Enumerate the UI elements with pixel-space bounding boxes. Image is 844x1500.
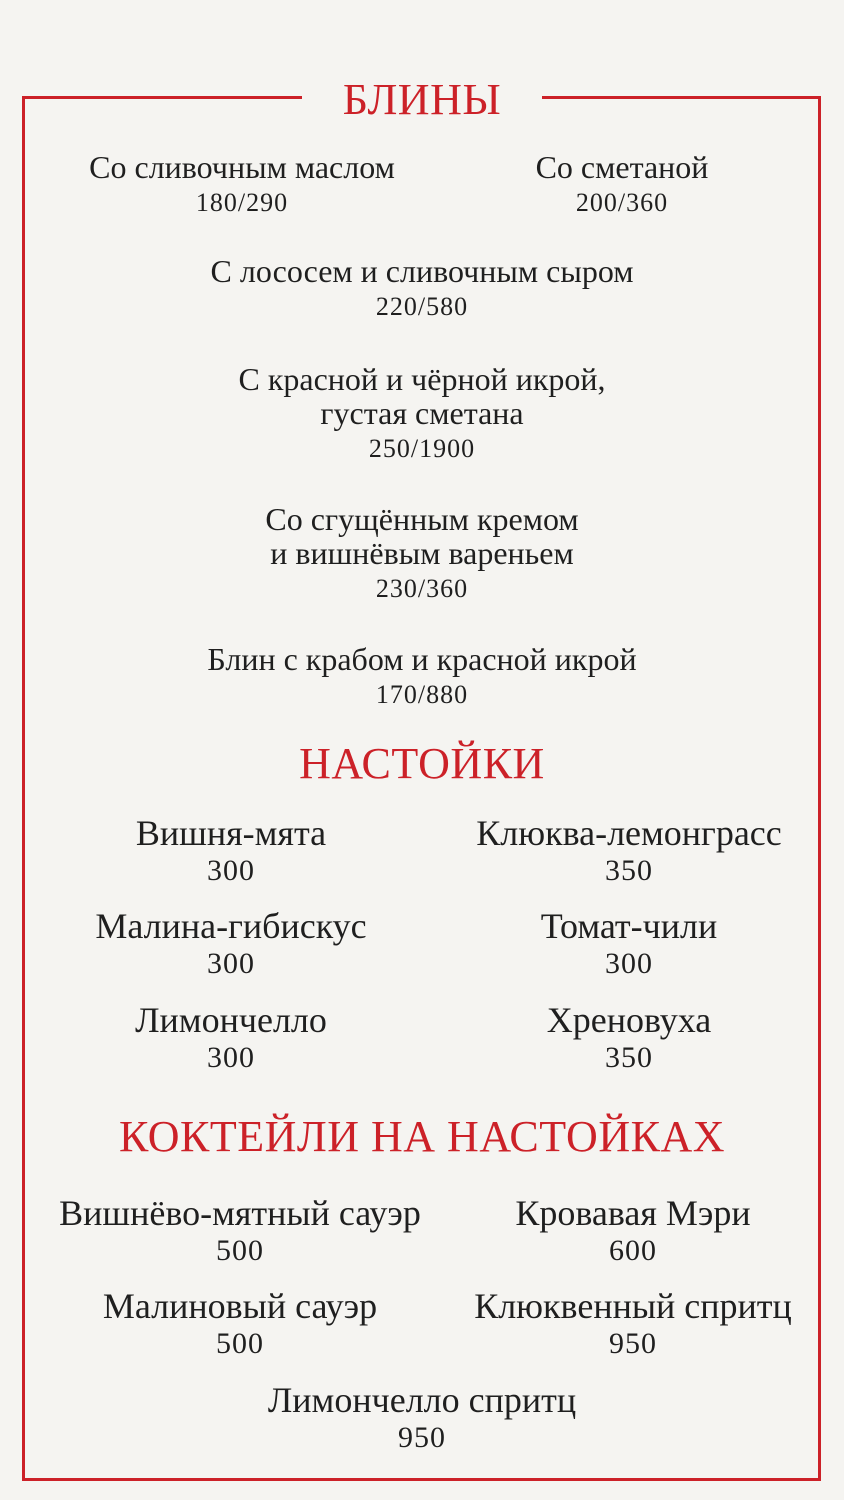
menu-item: [462, 150, 782, 218]
item-name: Томат-чили: [540, 906, 718, 946]
menu-item: [448, 1001, 810, 1075]
item-name: Кровавая Мэри: [515, 1193, 751, 1233]
item-name: Малиновый сауэр: [102, 1286, 378, 1326]
item-price: 350: [605, 854, 653, 887]
item-price: 300: [605, 947, 653, 980]
item-name-line: С красной и чёрной икрой,: [238, 361, 606, 397]
item-name: Малина-гибискус: [95, 906, 367, 946]
item-name-line: Со сгущённым кремом: [265, 501, 579, 537]
item-price: 300: [207, 1041, 255, 1074]
item-price: 600: [609, 1234, 657, 1267]
menu-item: [100, 254, 744, 322]
item-price: 170/880: [375, 680, 469, 709]
item-name: Лимончелло: [135, 1000, 327, 1040]
menu-item: [100, 642, 744, 710]
item-price: 350: [605, 1041, 653, 1074]
section-title-cocktails: КОКТЕЙЛИ НА НАСТОЙКАХ: [118, 1112, 726, 1161]
menu-item: [448, 1194, 818, 1268]
menu-item: [448, 814, 810, 888]
item-name: Клюквенный спритц: [474, 1286, 792, 1326]
item-name: Хреновуха: [546, 1000, 712, 1040]
menu-item: [62, 150, 422, 218]
item-price: 200/360: [575, 188, 669, 217]
item-name: Со сметаной: [535, 149, 709, 185]
menu-item: [448, 1287, 818, 1361]
item-name: С лососем и сливочным сыром: [210, 253, 634, 289]
item-name-line: густая сметана: [320, 395, 524, 431]
menu-item: [448, 907, 810, 981]
menu-item: [100, 502, 744, 604]
section-title-bliny: БЛИНЫ: [342, 75, 502, 124]
menu-item: [172, 1381, 672, 1455]
menu-item: [40, 1287, 440, 1361]
item-price: 180/290: [195, 188, 289, 217]
menu-item: [40, 1194, 440, 1268]
menu-item: [50, 814, 412, 888]
section-title-nastoyki: НАСТОЙКИ: [299, 739, 545, 788]
item-price: 500: [216, 1327, 264, 1360]
item-name-line: и вишнёвым вареньем: [270, 535, 574, 571]
item-name: Лимончелло спритц: [267, 1380, 577, 1420]
menu-item: [50, 907, 412, 981]
item-price: 300: [207, 854, 255, 887]
item-price: 230/360: [375, 574, 469, 603]
item-name: Со сливочным маслом: [89, 149, 395, 185]
item-price: 220/580: [375, 292, 469, 321]
item-price: 950: [609, 1327, 657, 1360]
item-price: 250/1900: [368, 434, 476, 463]
menu-item: [100, 362, 744, 464]
item-price: 300: [207, 947, 255, 980]
item-price: 950: [398, 1421, 446, 1454]
item-name: Вишня-мята: [135, 813, 327, 853]
item-price: 500: [216, 1234, 264, 1267]
item-name: Клюква-лемонграсс: [476, 813, 782, 853]
item-name: Блин с крабом и красной икрой: [207, 641, 637, 677]
item-name: Вишнёво-мятный сауэр: [59, 1193, 421, 1233]
menu-item: [50, 1001, 412, 1075]
